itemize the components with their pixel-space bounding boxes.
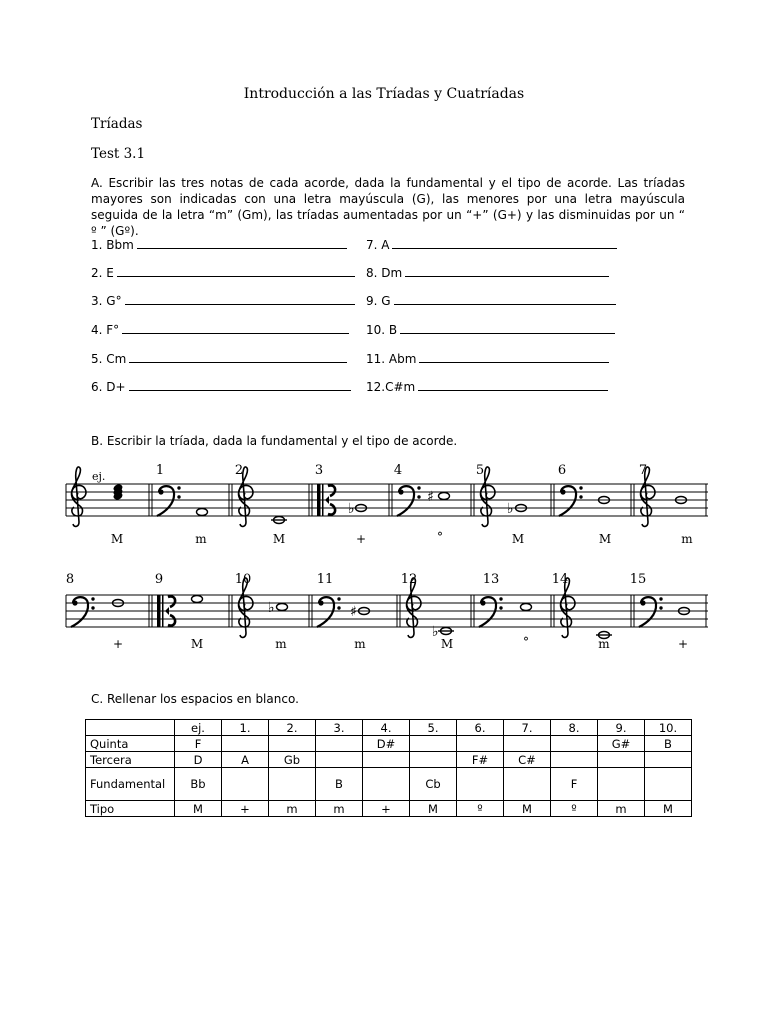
table-cell: D#: [363, 736, 410, 752]
table-cell: +: [363, 801, 410, 817]
treble-clef-icon: [72, 467, 86, 527]
table-cell: A: [222, 752, 269, 768]
exercise-item: [366, 236, 617, 252]
answer-line[interactable]: [394, 292, 616, 305]
chord-type-label: m: [195, 532, 207, 546]
exercise-label: 12.C#m: [366, 380, 416, 394]
table-cell[interactable]: [222, 736, 269, 752]
whole-note: [521, 604, 532, 611]
chord-type-label: °: [437, 530, 443, 544]
answer-line[interactable]: [419, 350, 609, 363]
table-cell[interactable]: [551, 752, 598, 768]
chord-type-label: M: [598, 532, 612, 546]
chord-type-label: m: [354, 637, 366, 651]
table-header-cell: 1.: [222, 720, 269, 736]
table-cell[interactable]: [410, 752, 457, 768]
table-cell[interactable]: [598, 768, 645, 801]
section-b-instructions: B. Escribir la tríada, dada la fundamental y el tipo de acorde.: [91, 434, 458, 448]
answer-line[interactable]: [405, 264, 609, 277]
chord-type-label: M: [190, 637, 204, 651]
table-cell: M: [410, 801, 457, 817]
exercise-item: [91, 236, 347, 252]
exercise-label: 6. D+: [91, 380, 126, 394]
staff-row-1: [66, 463, 708, 546]
exercise-label: 3. G°: [91, 294, 122, 308]
table-header-row: [86, 720, 692, 736]
chord-type-label: M: [511, 532, 525, 546]
row-label: Quinta: [86, 736, 175, 752]
chord-type-label: +: [677, 637, 689, 651]
table-cell[interactable]: [316, 752, 363, 768]
bass-clef-icon: [639, 597, 663, 627]
table-cell[interactable]: [551, 736, 598, 752]
exercise-item: [91, 264, 355, 280]
exercise-item: [91, 321, 349, 337]
table-row-tipo: [86, 801, 692, 817]
exercise-label: 7. A: [366, 238, 390, 252]
table-header-cell: [86, 720, 175, 736]
table-row-quinta: [86, 736, 692, 752]
table-cell[interactable]: [457, 768, 504, 801]
section-a-instructions: A. Escribir las tres notas de cada acorde, dada la fundamental y el tipo de acorde. Las tríadas mayores son indicadas con una letra mayúscula (G), las menores por una letra mayúscula seguida de la letra “m” (Gm), las tríadas aumentadas por un “+” (G+) y las disminuidas por un “ º ” (Gº).: [91, 176, 685, 238]
table-cell: G#: [598, 736, 645, 752]
chord-type-label: M: [110, 532, 124, 546]
table-cell: º: [457, 801, 504, 817]
flat-accidental: ♭: [268, 600, 275, 616]
chord-type-label: +: [355, 532, 367, 546]
table-cell: F: [175, 736, 222, 752]
answer-line[interactable]: [129, 378, 351, 391]
table-cell: C#: [504, 752, 551, 768]
row-label: Tipo: [86, 801, 175, 817]
table-cell[interactable]: [504, 736, 551, 752]
table-cell[interactable]: [363, 768, 410, 801]
example-label: ej.: [92, 470, 106, 483]
answer-line[interactable]: [137, 236, 347, 249]
row-label: Fundamental: [86, 768, 175, 801]
exercise-item: [366, 378, 608, 394]
table-header-cell: ej.: [175, 720, 222, 736]
chord-type-label: °: [523, 635, 529, 649]
table-header-cell: 8.: [551, 720, 598, 736]
exercise-item: [91, 350, 347, 366]
exercise-number: 5: [475, 463, 485, 478]
table-cell[interactable]: [222, 768, 269, 801]
exercise-label: 10. B: [366, 323, 398, 337]
table-header-cell: 10.: [645, 720, 692, 736]
test-heading: Test 3.1: [91, 146, 146, 162]
chord-type-label: M: [272, 532, 286, 546]
exercise-label: 2. E: [91, 266, 114, 280]
table-cell: m: [316, 801, 363, 817]
whole-note: [192, 596, 203, 603]
table-cell: F#: [457, 752, 504, 768]
exercise-label: 9. G: [366, 294, 391, 308]
exercise-item: [366, 350, 609, 366]
whole-note: [197, 509, 208, 516]
exercise-item: [91, 378, 351, 394]
table-header-cell: 4.: [363, 720, 410, 736]
table-cell: m: [598, 801, 645, 817]
exercise-label: 4. F°: [91, 323, 120, 337]
table-cell: F: [551, 768, 598, 801]
row-label: Tercera: [86, 752, 175, 768]
table-cell[interactable]: [269, 736, 316, 752]
table-cell: Gb: [269, 752, 316, 768]
exercise-number: 4: [393, 463, 403, 478]
bass-clef-icon: [157, 486, 181, 516]
answer-line[interactable]: [392, 236, 617, 249]
flat-accidental: ♭: [348, 501, 355, 517]
bass-clef-icon: [559, 486, 583, 516]
table-cell: B: [316, 768, 363, 801]
exercise-number: 1: [155, 463, 165, 478]
sharp-accidental: ♯: [427, 489, 434, 505]
music-staves: [0, 455, 768, 655]
chord-type-label: m: [681, 532, 693, 546]
exercise-number: 2: [234, 463, 244, 478]
exercise-number: 3: [314, 463, 324, 478]
section-c-instructions: C. Rellenar los espacios en blanco.: [91, 692, 299, 706]
section-heading: Tríadas: [91, 116, 143, 132]
exercise-item: [91, 292, 355, 308]
table-cell[interactable]: [269, 768, 316, 801]
document-title: Introducción a las Tríadas y Cuatríadas: [243, 86, 525, 102]
bass-clef-icon: [397, 486, 421, 516]
answer-line[interactable]: [400, 321, 615, 334]
table-cell[interactable]: [645, 768, 692, 801]
exercise-number: 12: [400, 572, 418, 587]
table-cell: +: [222, 801, 269, 817]
table-cell[interactable]: [645, 752, 692, 768]
exercise-item: [366, 264, 609, 280]
answer-line[interactable]: [418, 378, 608, 391]
table-cell[interactable]: [410, 736, 457, 752]
table-header-cell: 2.: [269, 720, 316, 736]
exercise-label: 5. Cm: [91, 352, 127, 366]
sharp-accidental: ♯: [350, 604, 357, 620]
answer-line[interactable]: [129, 350, 347, 363]
chord-type-label: M: [440, 637, 454, 651]
exercise-number: 7: [638, 463, 648, 478]
whole-note: [277, 604, 288, 611]
table-header-cell: 5.: [410, 720, 457, 736]
table-cell: M: [645, 801, 692, 817]
table-row-fundamental: [86, 768, 692, 801]
chord-type-label: m: [275, 637, 287, 651]
example-chord: [113, 483, 124, 501]
table-header-cell: 9.: [598, 720, 645, 736]
table-cell: B: [645, 736, 692, 752]
table-cell[interactable]: [598, 752, 645, 768]
table-header-cell: 6.: [457, 720, 504, 736]
table-cell[interactable]: [363, 752, 410, 768]
table-cell: M: [175, 801, 222, 817]
chord-type-label: m: [598, 637, 610, 651]
flat-accidental: ♭: [432, 624, 439, 640]
table-row-tercera: [86, 752, 692, 768]
fill-in-table: [85, 719, 692, 817]
table-cell[interactable]: [457, 736, 504, 752]
chord-type-label: +: [112, 637, 124, 651]
table-cell: m: [269, 801, 316, 817]
flat-accidental: ♭: [507, 501, 514, 517]
table-cell: º: [551, 801, 598, 817]
exercise-label: 11. Abm: [366, 352, 417, 366]
exercise-number: 11: [316, 572, 334, 587]
table-header-cell: 7.: [504, 720, 551, 736]
whole-note: [439, 493, 450, 500]
answer-line[interactable]: [122, 321, 349, 334]
bass-clef-icon: [479, 597, 503, 627]
exercise-item: [366, 292, 616, 308]
exercise-number: 15: [629, 572, 647, 587]
table-cell: D: [175, 752, 222, 768]
table-cell[interactable]: [504, 768, 551, 801]
staff-row-2: [66, 572, 708, 651]
table-cell[interactable]: [316, 736, 363, 752]
exercise-item: [366, 321, 615, 337]
bass-clef-icon: [71, 597, 95, 627]
table-cell: Cb: [410, 768, 457, 801]
exercise-number: 9: [154, 572, 164, 587]
exercise-label: 8. Dm: [366, 266, 403, 280]
exercise-number: 13: [482, 572, 500, 587]
exercise-number: 10: [234, 572, 252, 587]
answer-line[interactable]: [117, 264, 355, 277]
bass-clef-icon: [317, 597, 341, 627]
answer-line[interactable]: [125, 292, 355, 305]
table-cell: Bb: [175, 768, 222, 801]
table-header-cell: 3.: [316, 720, 363, 736]
table-cell: M: [504, 801, 551, 817]
exercise-number: 8: [65, 572, 75, 587]
exercise-number: 6: [557, 463, 567, 478]
exercise-label: 1. Bbm: [91, 238, 134, 252]
exercise-number: 14: [551, 572, 569, 587]
